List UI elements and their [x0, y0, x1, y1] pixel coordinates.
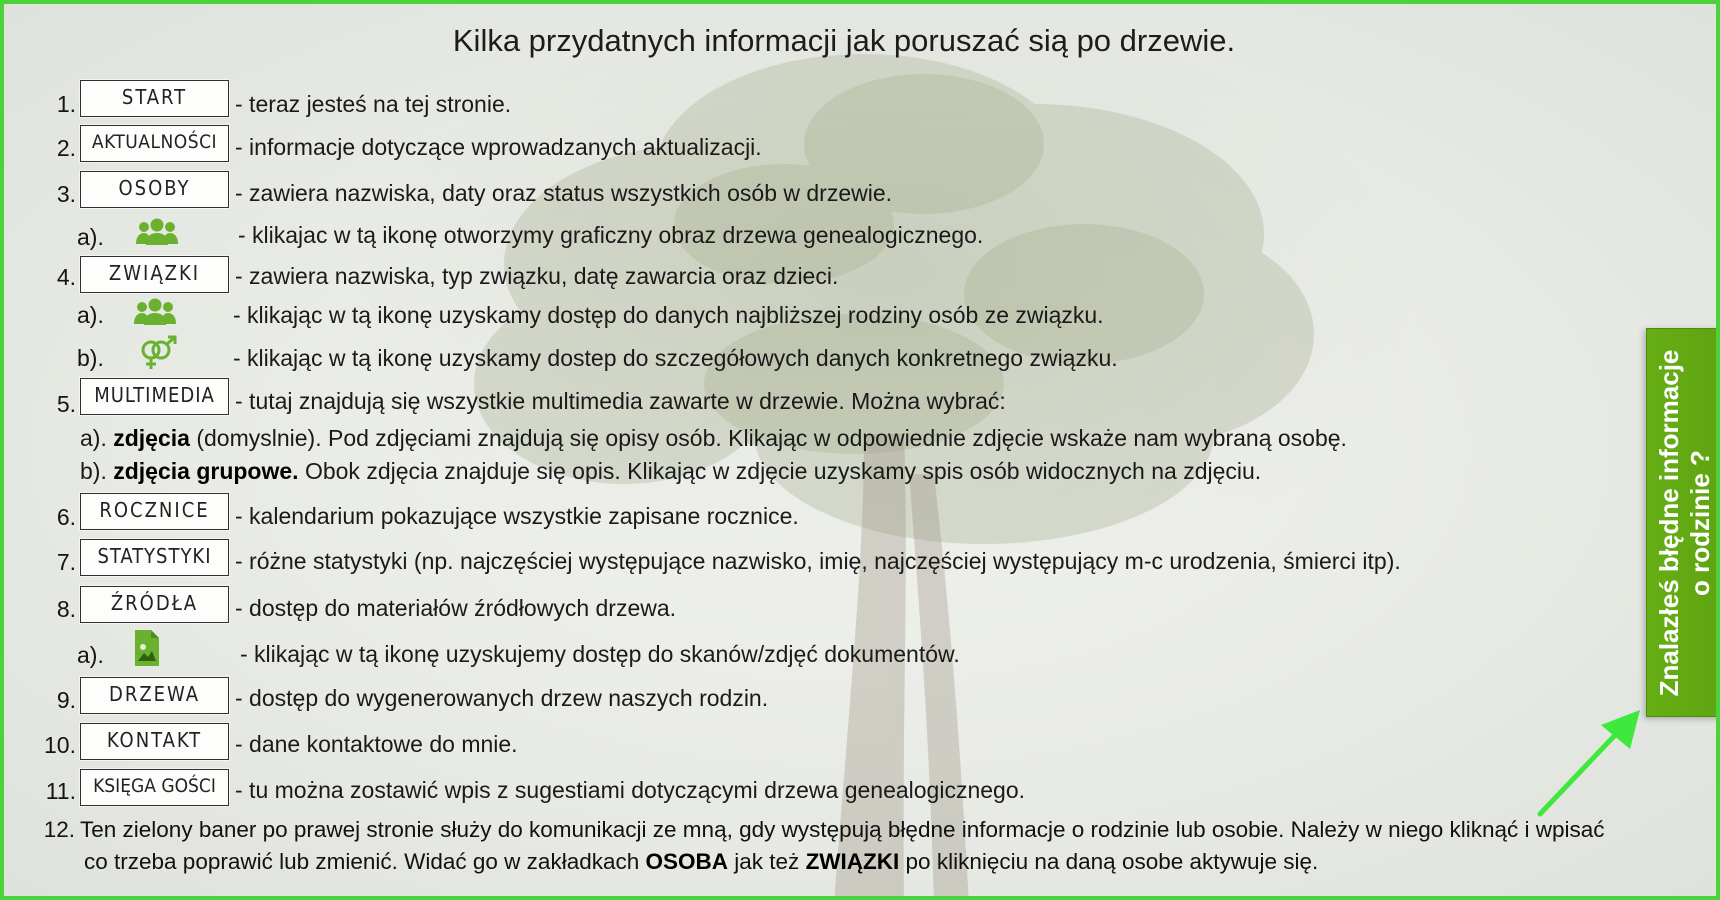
- sub-item-description: - klikajac w tą ikonę otworzymy graficzny obraz drzewa genealogicznego.: [238, 222, 984, 248]
- sub-item-description: - klikając w tą ikonę uzyskamy dostep do szczegółowych danych konkretnego związku.: [233, 345, 1118, 371]
- note-line-1: Ten zielony baner po prawej stronie służy do komunikacji ze mną, gdy występują błędne informacje o rodzinie lub osobie. Należy w niego kliknąć i wpisać: [80, 817, 1605, 842]
- nav-button-ksiega-gosci[interactable]: KSIĘGA GOŚCI: [80, 769, 229, 806]
- item-number: 12.: [43, 817, 75, 842]
- item-number: 6.: [56, 504, 76, 530]
- item-description: - teraz jesteś na tej stronie.: [235, 91, 512, 117]
- item-description: - kalendarium pokazujące wszystkie zapisane rocznice.: [235, 503, 799, 529]
- sub-item-bold-term: zdjęcia: [113, 425, 190, 451]
- sub-item-letter: a).: [77, 224, 104, 250]
- nav-button-zwiazki[interactable]: ZWIĄZKI: [80, 256, 229, 293]
- item-description: - informacje dotyczące wprowadzanych aktualizacji.: [235, 134, 762, 160]
- sub-item-description: Obok zdjęcia znajduje się opis. Klikając w zdjęcie uzyskamy spis osób widocznych na zdjęciu.: [298, 458, 1262, 484]
- sub-item-multimedia-a: [80, 425, 1347, 452]
- sub-item-letter: a).: [77, 642, 104, 668]
- banner-line-2: o rodzinie ?: [1685, 449, 1715, 596]
- nav-button-rocznice[interactable]: ROCZNICE: [80, 493, 229, 530]
- people-group-icon: [133, 297, 177, 329]
- note-line-2: [84, 845, 1318, 878]
- nav-button-statystyki[interactable]: STATYSTYKI: [80, 539, 229, 576]
- item-number: 9.: [56, 687, 76, 713]
- item-number: 10.: [44, 732, 76, 758]
- sub-item-description: - klikając w tą ikonę uzyskujemy dostęp do skanów/zdjęć dokumentów.: [240, 641, 960, 667]
- item-number: 2.: [56, 135, 76, 161]
- item-description: - dostęp do materiałów źródłowych drzewa.: [235, 595, 677, 621]
- people-group-icon: [135, 217, 179, 249]
- item-description: - zawiera nazwiska, typ związku, datę zawarcia oraz dzieci.: [235, 263, 839, 289]
- item-number: 11.: [45, 778, 76, 804]
- sub-item-letter: b).: [77, 345, 104, 371]
- item-number: 5.: [56, 391, 76, 417]
- note-bold-osoba: OSOBA: [645, 849, 729, 874]
- sub-item-description: - klikając w tą ikonę uzyskamy dostęp do danych najbliższej rodziny osób ze związku.: [233, 302, 1104, 328]
- item-number: 3.: [56, 181, 76, 207]
- feedback-banner[interactable]: [1646, 328, 1720, 717]
- sub-item-description: (domyslnie). Pod zdjęciami znajdują się opisy osób. Klikając w odpowiednie zdjęcie wskaże nam wybraną osobę.: [189, 425, 1347, 451]
- sub-item-letter: b).: [80, 458, 107, 484]
- sub-item-multimedia-b: [80, 458, 1261, 485]
- item-description: - zawiera nazwiska, daty oraz status wszystkich osób w drzewie.: [235, 180, 893, 206]
- nav-button-osoby[interactable]: OSOBY: [80, 171, 229, 208]
- page-title: Kilka przydatnych informacji jak poruszać sią po drzewie.: [452, 23, 1236, 58]
- item-description: - dane kontaktowe do mnie.: [235, 731, 518, 757]
- item-number: 8.: [56, 596, 76, 622]
- sub-item-bold-term: zdjęcia grupowe.: [113, 458, 299, 484]
- note-text: co trzeba poprawić lub zmienić. Widać go w zakładkach: [84, 849, 646, 874]
- nav-button-drzewa[interactable]: DRZEWA: [80, 677, 229, 714]
- feedback-banner-label: [1654, 349, 1716, 696]
- item-description: - dostęp do wygenerowanych drzew naszych rodzin.: [235, 685, 769, 711]
- nav-button-zrodla[interactable]: ŹRÓDŁA: [80, 586, 229, 623]
- note-text: jak też: [728, 849, 806, 874]
- note-bold-zwiazki: ZWIĄZKI: [805, 849, 900, 874]
- nav-button-start[interactable]: START: [80, 80, 229, 117]
- image-file-icon: [133, 628, 161, 668]
- nav-button-kontakt[interactable]: KONTAKT: [80, 723, 229, 760]
- item-description: - tutaj znajdują się wszystkie multimedia zawarte w drzewie. Można wybrać:: [235, 388, 1006, 414]
- nav-button-multimedia[interactable]: MULTIMEDIA: [80, 378, 229, 415]
- item-description: - różne statystyki (np. najczęściej występujące nazwisko, imię, najczęściej występujący m-c urodzenia, śmierci itp).: [235, 548, 1401, 574]
- item-number: 1.: [56, 91, 76, 117]
- item-number: 4.: [56, 264, 76, 290]
- gender-symbols-icon: [138, 335, 178, 371]
- note-text: po kliknięciu na daną osobe aktywuje się.: [899, 849, 1319, 874]
- nav-button-aktualnosci[interactable]: AKTUALNOŚCI: [80, 125, 229, 162]
- item-description: - tu można zostawić wpis z sugestiami dotyczącymi drzewa genealogicznego.: [235, 777, 1026, 803]
- sub-item-letter: a).: [80, 425, 107, 451]
- item-number: 7.: [56, 549, 76, 575]
- sub-item-letter: a).: [77, 302, 104, 328]
- banner-line-1: Znalazłeś błędne informacje: [1654, 349, 1684, 696]
